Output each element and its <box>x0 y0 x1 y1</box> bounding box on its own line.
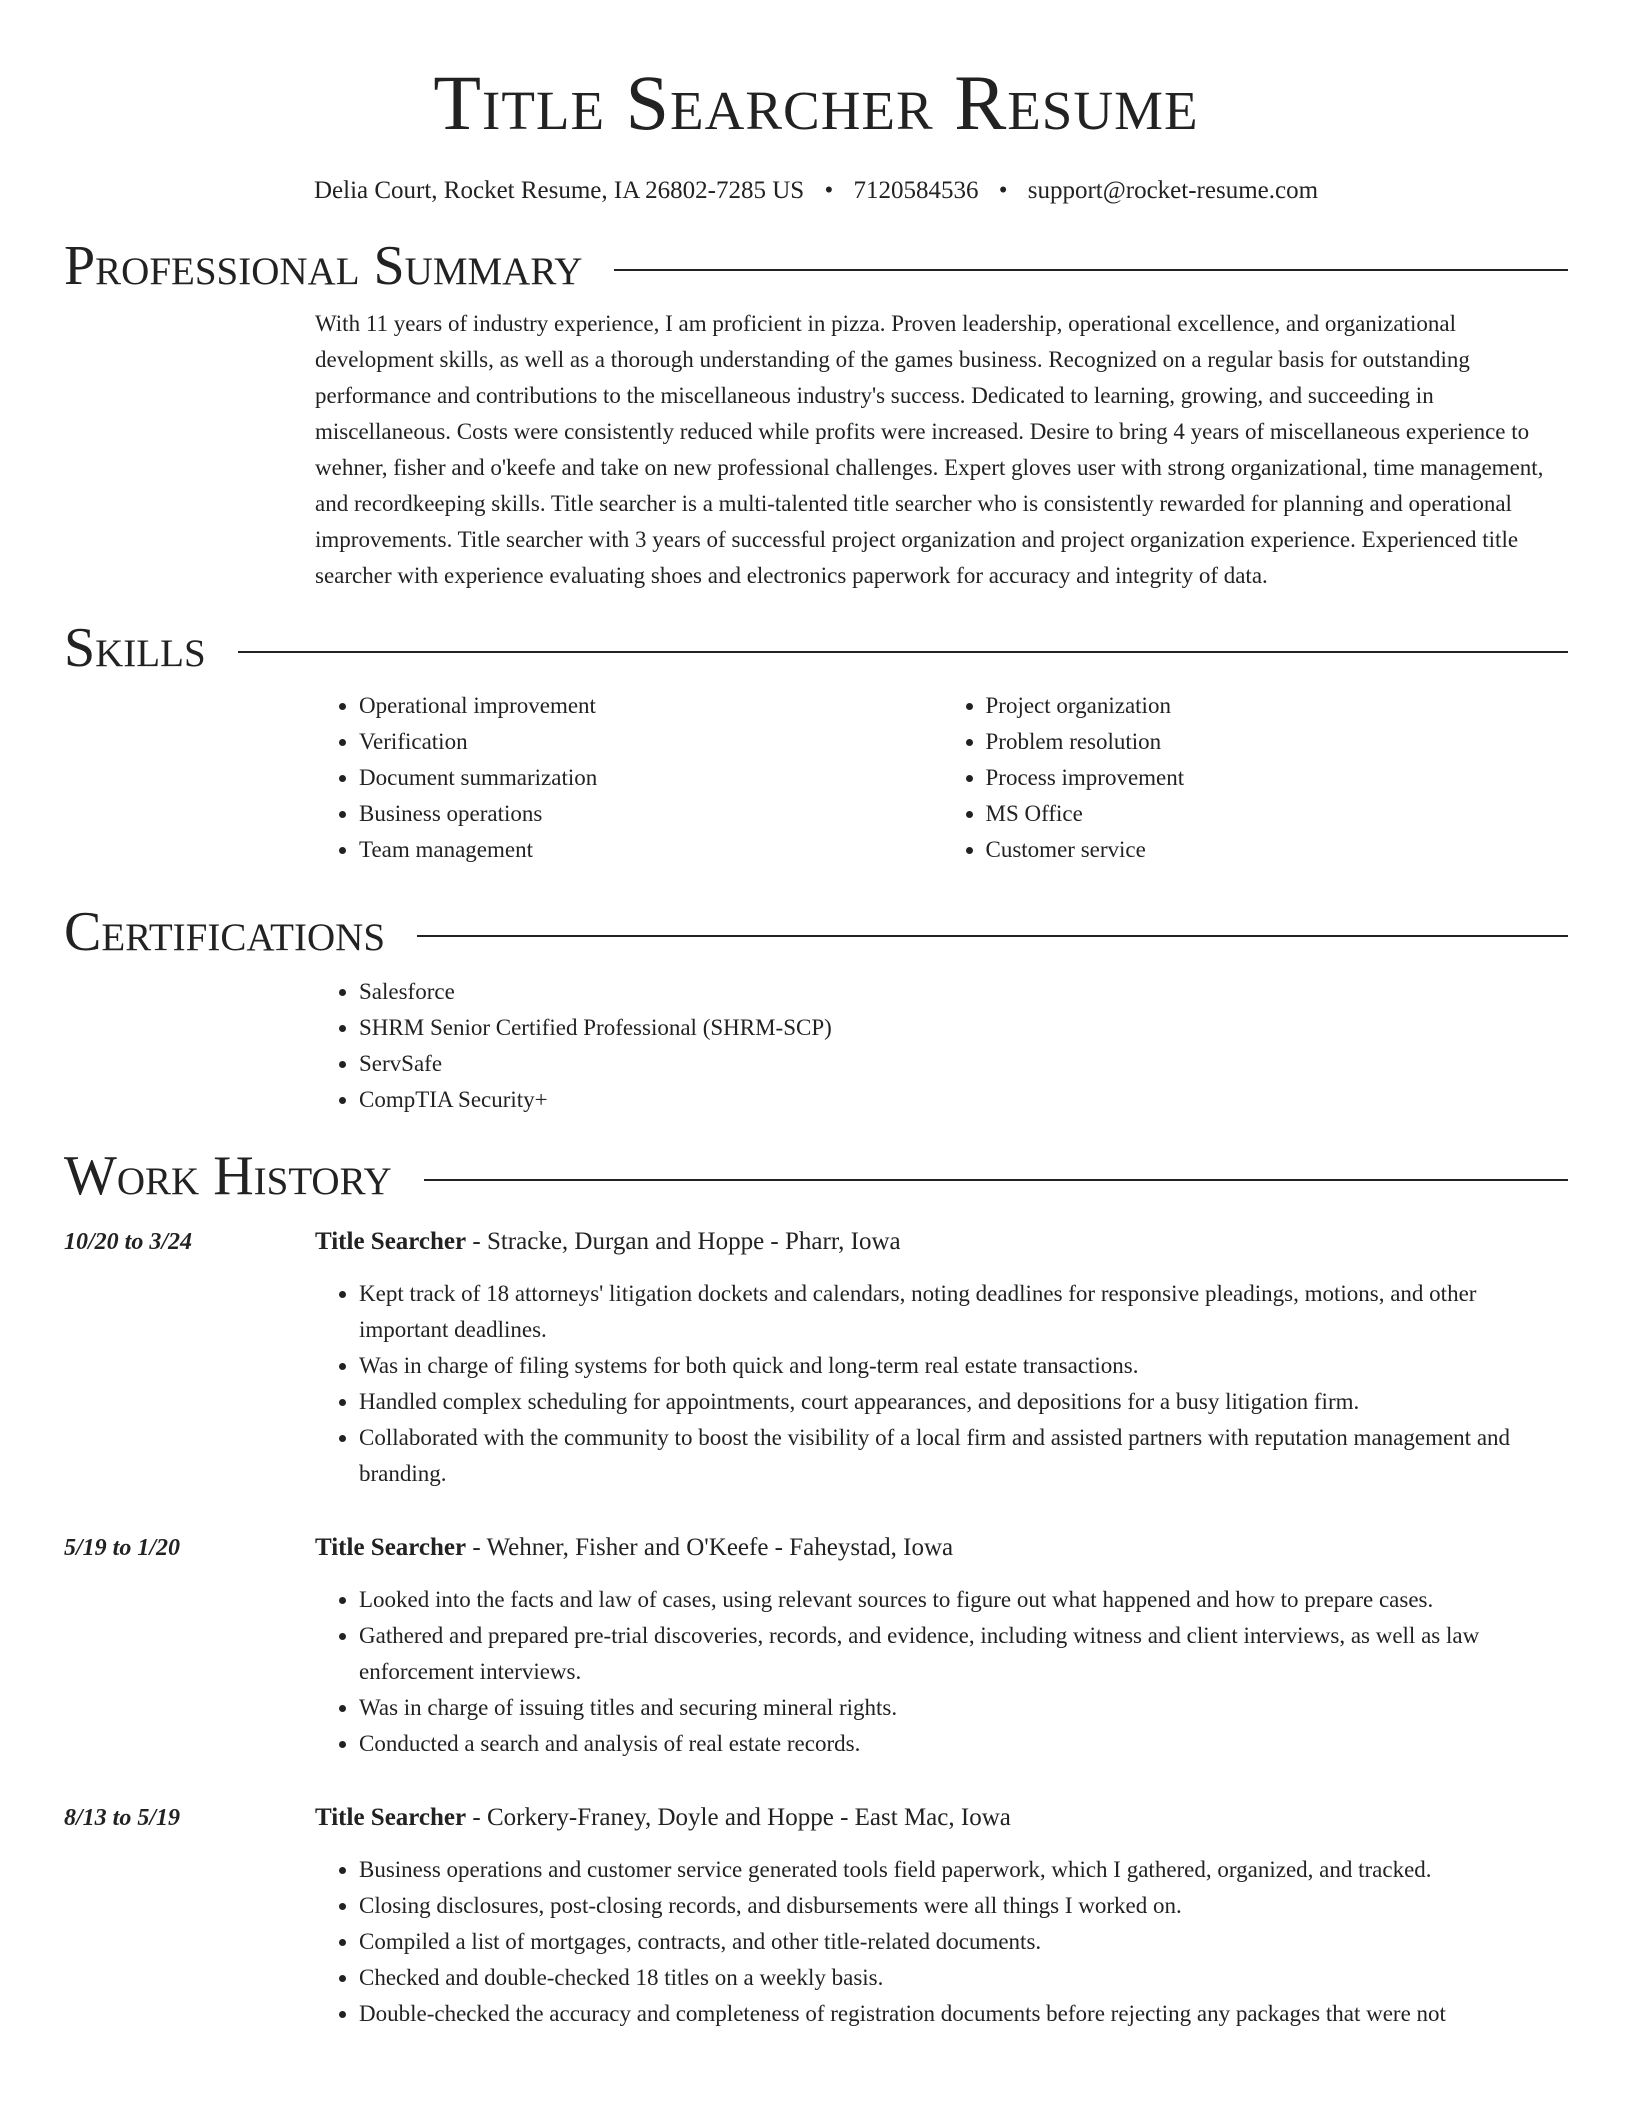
skills-heading: Skills <box>64 617 206 679</box>
section-divider <box>424 1179 1568 1181</box>
skill-item: • Document summarization <box>359 760 942 796</box>
section-divider <box>614 269 1568 271</box>
job-role: Title Searcher <box>315 1534 467 1561</box>
certification-item: • SHRM Senior Certified Professional (SHRM-SCP) <box>359 1010 1568 1046</box>
job-role: Title Searcher <box>315 1228 467 1255</box>
section-divider <box>417 935 1568 937</box>
skill-item: • Team management <box>359 832 942 868</box>
work-history-section-header <box>64 1146 1568 1206</box>
skill-item: • Project organization <box>986 688 1569 724</box>
contact-line <box>64 176 1568 206</box>
job-heading <box>315 1800 1568 1836</box>
skill-item: • Problem resolution <box>986 724 1569 760</box>
certification-item: • ServSafe <box>359 1046 1568 1082</box>
job-detail <box>315 1530 1568 1762</box>
job-bullet: • Collaborated with the community to boost the visibility of a local firm and assisted partners with reputation management and branding. <box>359 1420 1568 1492</box>
contact-address: Delia Court, Rocket Resume, IA 26802-7285 US <box>313 177 805 204</box>
contact-email: support@rocket-resume.com <box>1027 177 1319 204</box>
skills-body <box>315 688 1568 868</box>
job-bullet: • Closing disclosures, post-closing records, and disbursements were all things I worked on. <box>359 1888 1568 1924</box>
job-dates: 8/13 to 5/19 <box>64 1805 181 1831</box>
skill-item: • MS Office <box>986 796 1569 832</box>
job-bullet: • Looked into the facts and law of cases, using relevant sources to figure out what happened and how to prepare cases. <box>359 1582 1568 1618</box>
certifications-list <box>315 974 1568 1118</box>
certifications-body <box>315 974 1568 1118</box>
job-heading <box>315 1530 1568 1566</box>
certifications-section-header <box>64 902 1568 962</box>
job-entry <box>64 1224 1568 1492</box>
skill-item: • Customer service <box>986 832 1569 868</box>
page-title: Title Searcher Resume <box>433 59 1199 146</box>
job-bullet: • Conducted a search and analysis of real estate records. <box>359 1726 1568 1762</box>
contact-separator: • <box>998 177 1008 204</box>
summary-body <box>315 306 1568 594</box>
certification-item: • Salesforce <box>359 974 1568 1010</box>
skills-section-header <box>64 618 1568 678</box>
job-dates: 10/20 to 3/24 <box>64 1229 193 1255</box>
job-bullet: • Business operations and customer service generated tools field paperwork, which I gathered, organized, and tracked. <box>359 1852 1568 1888</box>
job-bullets <box>315 1276 1568 1492</box>
job-entry <box>64 1800 1568 2032</box>
job-heading <box>315 1224 1568 1260</box>
job-bullet: • Compiled a list of mortgages, contracts, and other title-related documents. <box>359 1924 1568 1960</box>
job-bullet: • Handled complex scheduling for appointments, court appearances, and depositions for a busy litigation firm. <box>359 1384 1568 1420</box>
job-bullet: • Was in charge of filing systems for both quick and long-term real estate transactions. <box>359 1348 1568 1384</box>
skills-list-right <box>942 688 1569 868</box>
skills-list-left <box>315 688 942 868</box>
job-employer-location: - Corkery-Franey, Doyle and Hoppe - East Mac, Iowa <box>466 1804 1011 1831</box>
skill-item: • Business operations <box>359 796 942 832</box>
skill-item: • Operational improvement <box>359 688 942 724</box>
contact-phone: 7120584536 <box>853 177 979 204</box>
skill-item: • Verification <box>359 724 942 760</box>
job-dates: 5/19 to 1/20 <box>64 1535 181 1561</box>
work-history-heading: Work History <box>64 1145 392 1207</box>
job-employer-location: - Stracke, Durgan and Hoppe - Pharr, Iowa <box>466 1228 901 1255</box>
summary-section-header <box>64 236 1568 296</box>
summary-text: With 11 years of industry experience, I am proficient in pizza. Proven leadership, operational excellence, and organizational development skills, as well as a thorough understanding of the games business. Recognized on a regular basis for outstanding performance and contributions to the miscellaneous industry's success. Dedicated to learning, growing, and succeeding in miscellaneous. Costs were consistently reduced while profits were increased. Desire to bring 4 years of miscellaneous experience to wehner, fisher and o'keefe and take on new professional challenges. Expert gloves user with strong organizational, time management, and recordkeeping skills. Title searcher is a multi-talented title searcher who is consistently rewarded for planning and operational improvements. Title searcher with 3 years of successful project organization and project organization experience. Experienced title searcher with experience evaluating shoes and electronics paperwork for accuracy and integrity of data. <box>315 311 1544 588</box>
certifications-heading: Certifications <box>64 901 386 963</box>
job-bullets <box>315 1582 1568 1762</box>
summary-heading: Professional Summary <box>64 235 583 297</box>
job-entry <box>64 1530 1568 1762</box>
job-employer-location: - Wehner, Fisher and O'Keefe - Faheystad, Iowa <box>466 1534 954 1561</box>
contact-separator: • <box>824 177 834 204</box>
resume-page <box>64 0 1568 2032</box>
job-bullet: • Checked and double-checked 18 titles on a weekly basis. <box>359 1960 1568 1996</box>
job-detail <box>315 1800 1568 2032</box>
job-role: Title Searcher <box>315 1804 467 1831</box>
section-divider <box>238 651 1568 653</box>
job-bullets <box>315 1852 1568 2032</box>
job-detail <box>315 1224 1568 1492</box>
certification-item: • CompTIA Security+ <box>359 1082 1568 1118</box>
skill-item: • Process improvement <box>986 760 1569 796</box>
job-bullet: • Was in charge of issuing titles and securing mineral rights. <box>359 1690 1568 1726</box>
job-bullet: • Kept track of 18 attorneys' litigation dockets and calendars, noting deadlines for responsive pleadings, motions, and other important deadlines. <box>359 1276 1568 1348</box>
job-bullet: • Gathered and prepared pre-trial discoveries, records, and evidence, including witness and client interviews, as well as law enforcement interviews. <box>359 1618 1568 1690</box>
job-bullet: • Double-checked the accuracy and completeness of registration documents before rejecting any packages that were not <box>359 1996 1568 2032</box>
